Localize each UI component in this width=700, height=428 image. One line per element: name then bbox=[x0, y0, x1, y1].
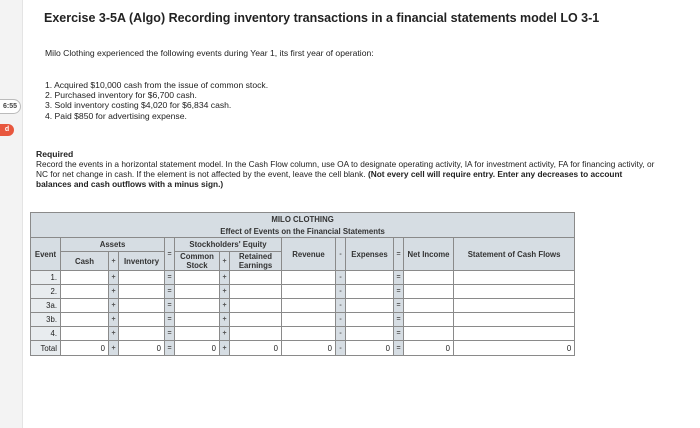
event-rows bbox=[31, 271, 575, 356]
plus-operator: + bbox=[220, 341, 230, 356]
table-subtitle: Effect of Events on the Financial Statements bbox=[31, 225, 575, 238]
common-stock-input[interactable] bbox=[175, 300, 219, 312]
total-inventory: 0 bbox=[119, 341, 165, 356]
inventory-cell[interactable] bbox=[119, 327, 165, 341]
cash-flows-input[interactable] bbox=[454, 272, 574, 284]
plus-operator: + bbox=[109, 327, 119, 341]
cash-cell[interactable] bbox=[61, 285, 109, 299]
revenue-input[interactable] bbox=[282, 300, 335, 312]
cash-input[interactable] bbox=[61, 272, 108, 284]
left-strip bbox=[0, 0, 23, 428]
event-label: 4. bbox=[31, 327, 61, 341]
revenue-input[interactable] bbox=[282, 272, 335, 284]
common-stock-header: Common Stock bbox=[175, 252, 220, 271]
net-income-input[interactable] bbox=[404, 272, 453, 284]
intro-text: Milo Clothing experienced the following events during Year 1, its first year of operation: bbox=[45, 48, 374, 58]
plus-operator: + bbox=[109, 271, 119, 285]
retained-earnings-cell[interactable] bbox=[230, 327, 282, 341]
minus-operator: - bbox=[336, 327, 346, 341]
cash-cell[interactable] bbox=[61, 313, 109, 327]
net-income-cell[interactable] bbox=[404, 299, 454, 313]
equity-header: Stockholders' Equity bbox=[175, 238, 282, 252]
inventory-cell[interactable] bbox=[119, 271, 165, 285]
total-cash: 0 bbox=[61, 341, 109, 356]
event-label: 1. bbox=[31, 271, 61, 285]
expenses-input[interactable] bbox=[346, 328, 393, 340]
minus-operator: - bbox=[336, 341, 346, 356]
equals-operator: = bbox=[394, 313, 404, 327]
common-stock-cell[interactable] bbox=[175, 271, 220, 285]
equals-operator: = bbox=[394, 327, 404, 341]
plus-operator: + bbox=[109, 341, 119, 356]
total-revenue: 0 bbox=[282, 341, 336, 356]
cash-flows-input[interactable] bbox=[454, 286, 574, 298]
plus-operator: + bbox=[109, 313, 119, 327]
retained-earnings-input[interactable] bbox=[230, 300, 281, 312]
expenses-cell[interactable] bbox=[346, 313, 394, 327]
expenses-cell[interactable] bbox=[346, 271, 394, 285]
revenue-input[interactable] bbox=[282, 314, 335, 326]
plus-operator: + bbox=[109, 299, 119, 313]
event-label: 3b. bbox=[31, 313, 61, 327]
equals-operator: = bbox=[165, 271, 175, 285]
minus-operator: - bbox=[336, 271, 346, 285]
equals-operator: = bbox=[165, 299, 175, 313]
retained-earnings-input[interactable] bbox=[230, 286, 281, 298]
expenses-input[interactable] bbox=[346, 272, 393, 284]
net-income-input[interactable] bbox=[404, 314, 453, 326]
equals-operator: = bbox=[394, 341, 404, 356]
required-text bbox=[36, 159, 656, 190]
retained-earnings-input[interactable] bbox=[230, 314, 281, 326]
expenses-cell[interactable] bbox=[346, 285, 394, 299]
inventory-cell[interactable] bbox=[119, 299, 165, 313]
cash-flows-cell[interactable] bbox=[454, 313, 575, 327]
statement-model-table bbox=[30, 212, 575, 356]
cash-cell[interactable] bbox=[61, 299, 109, 313]
minus-operator: - bbox=[336, 299, 346, 313]
net-income-cell[interactable] bbox=[404, 285, 454, 299]
common-stock-input[interactable] bbox=[175, 328, 219, 340]
common-stock-cell[interactable] bbox=[175, 327, 220, 341]
cash-input[interactable] bbox=[61, 328, 108, 340]
revenue-header: Revenue bbox=[282, 238, 336, 271]
total-net-income: 0 bbox=[404, 341, 454, 356]
expenses-input[interactable] bbox=[346, 300, 393, 312]
required-instructions: Record the events in a horizontal statement model. In the Cash Flow column, use OA to designate operating activity, IA for investment activity, FA for financing activity, or NC for net change in cash. If the element is not affected by the event, leave the cell blank. bbox=[36, 159, 655, 180]
total-common-stock: 0 bbox=[175, 341, 220, 356]
cash-flows-input[interactable] bbox=[454, 314, 574, 326]
cash-flows-cell[interactable] bbox=[454, 299, 575, 313]
cash-input[interactable] bbox=[61, 286, 108, 298]
plus-operator: + bbox=[220, 299, 230, 313]
plus-operator: + bbox=[220, 313, 230, 327]
inventory-input[interactable] bbox=[119, 314, 164, 326]
expenses-cell[interactable] bbox=[346, 299, 394, 313]
plus-operator: + bbox=[220, 271, 230, 285]
net-income-cell[interactable] bbox=[404, 271, 454, 285]
retained-earnings-cell[interactable] bbox=[230, 299, 282, 313]
inventory-header: Inventory bbox=[119, 252, 165, 271]
retained-earnings-cell[interactable] bbox=[230, 313, 282, 327]
common-stock-cell[interactable] bbox=[175, 299, 220, 313]
retained-earnings-header: Retained Earnings bbox=[230, 252, 282, 271]
expenses-cell[interactable] bbox=[346, 327, 394, 341]
plus-operator: + bbox=[220, 285, 230, 299]
total-label: Total bbox=[31, 341, 61, 356]
list-item: 3. Sold inventory costing $4,020 for $6,834 cash. bbox=[45, 100, 232, 111]
equals-operator: = bbox=[165, 238, 175, 271]
inventory-cell[interactable] bbox=[119, 313, 165, 327]
page-title: Exercise 3-5A (Algo) Recording inventory transactions in a financial statements model LO 3-1 bbox=[44, 11, 600, 25]
timer-badge: 6:55 bbox=[0, 99, 21, 114]
table-row bbox=[31, 271, 575, 285]
table-row bbox=[31, 299, 575, 313]
cash-input[interactable] bbox=[61, 314, 108, 326]
equals-operator: = bbox=[394, 299, 404, 313]
inventory-cell[interactable] bbox=[119, 285, 165, 299]
inventory-input[interactable] bbox=[119, 300, 164, 312]
table-row bbox=[31, 313, 575, 327]
plus-operator: + bbox=[109, 285, 119, 299]
expenses-input[interactable] bbox=[346, 286, 393, 298]
cash-input[interactable] bbox=[61, 300, 108, 312]
expenses-header: Expenses bbox=[346, 238, 394, 271]
inventory-input[interactable] bbox=[119, 272, 164, 284]
net-income-input[interactable] bbox=[404, 286, 453, 298]
equals-operator: = bbox=[394, 238, 404, 271]
minus-operator: - bbox=[336, 313, 346, 327]
inventory-input[interactable] bbox=[119, 328, 164, 340]
revenue-cell[interactable] bbox=[282, 313, 336, 327]
common-stock-cell[interactable] bbox=[175, 285, 220, 299]
net-income-input[interactable] bbox=[404, 300, 453, 312]
event-label: 3a. bbox=[31, 299, 61, 313]
minus-operator: - bbox=[336, 238, 346, 271]
revenue-input[interactable] bbox=[282, 328, 335, 340]
common-stock-input[interactable] bbox=[175, 314, 219, 326]
inventory-input[interactable] bbox=[119, 286, 164, 298]
cash-flows-input[interactable] bbox=[454, 328, 574, 340]
assets-header: Assets bbox=[61, 238, 165, 252]
total-retained-earnings: 0 bbox=[230, 341, 282, 356]
equals-operator: = bbox=[394, 271, 404, 285]
revenue-cell[interactable] bbox=[282, 299, 336, 313]
cash-flows-input[interactable] bbox=[454, 300, 574, 312]
list-item: 2. Purchased inventory for $6,700 cash. bbox=[45, 90, 197, 101]
equals-operator: = bbox=[165, 313, 175, 327]
common-stock-input[interactable] bbox=[175, 286, 219, 298]
required-heading: Required bbox=[36, 149, 74, 159]
plus-operator: + bbox=[220, 252, 230, 271]
retained-earnings-cell[interactable] bbox=[230, 271, 282, 285]
revenue-cell[interactable] bbox=[282, 271, 336, 285]
required-note: (Not every cell will require entry. Enter any decreases to account balances and cash outflows with a minus sign.) bbox=[36, 169, 623, 190]
equals-operator: = bbox=[165, 285, 175, 299]
cash-header: Cash bbox=[61, 252, 109, 271]
plus-operator: + bbox=[220, 327, 230, 341]
total-expenses: 0 bbox=[346, 341, 394, 356]
net-income-cell[interactable] bbox=[404, 313, 454, 327]
list-item: 4. Paid $850 for advertising expense. bbox=[45, 110, 187, 121]
event-header: Event bbox=[31, 238, 61, 271]
minus-operator: - bbox=[336, 285, 346, 299]
event-label: 2. bbox=[31, 285, 61, 299]
plus-operator: + bbox=[109, 252, 119, 271]
cash-cell[interactable] bbox=[61, 327, 109, 341]
total-cash-flows: 0 bbox=[454, 341, 575, 356]
retained-earnings-cell[interactable] bbox=[230, 285, 282, 299]
expenses-input[interactable] bbox=[346, 314, 393, 326]
cash-flows-cell[interactable] bbox=[454, 327, 575, 341]
cash-flows-header: Statement of Cash Flows bbox=[454, 238, 575, 271]
net-income-cell[interactable] bbox=[404, 327, 454, 341]
marker-badge: d bbox=[0, 124, 14, 136]
equals-operator: = bbox=[165, 341, 175, 356]
company-name: MILO CLOTHING bbox=[31, 213, 575, 226]
list-item: 1. Acquired $10,000 cash from the issue of common stock. bbox=[45, 80, 269, 90]
common-stock-input[interactable] bbox=[175, 272, 219, 284]
total-row bbox=[31, 341, 575, 356]
cash-cell[interactable] bbox=[61, 271, 109, 285]
revenue-cell[interactable] bbox=[282, 327, 336, 341]
common-stock-cell[interactable] bbox=[175, 313, 220, 327]
table-row bbox=[31, 327, 575, 341]
table-row bbox=[31, 285, 575, 299]
net-income-input[interactable] bbox=[404, 328, 453, 340]
retained-earnings-input[interactable] bbox=[230, 328, 281, 340]
cash-flows-cell[interactable] bbox=[454, 285, 575, 299]
retained-earnings-input[interactable] bbox=[230, 272, 281, 284]
cash-flows-cell[interactable] bbox=[454, 271, 575, 285]
equals-operator: = bbox=[394, 285, 404, 299]
revenue-cell[interactable] bbox=[282, 285, 336, 299]
net-income-header: Net Income bbox=[404, 238, 454, 271]
events-list bbox=[45, 80, 268, 121]
revenue-input[interactable] bbox=[282, 286, 335, 298]
equals-operator: = bbox=[165, 327, 175, 341]
